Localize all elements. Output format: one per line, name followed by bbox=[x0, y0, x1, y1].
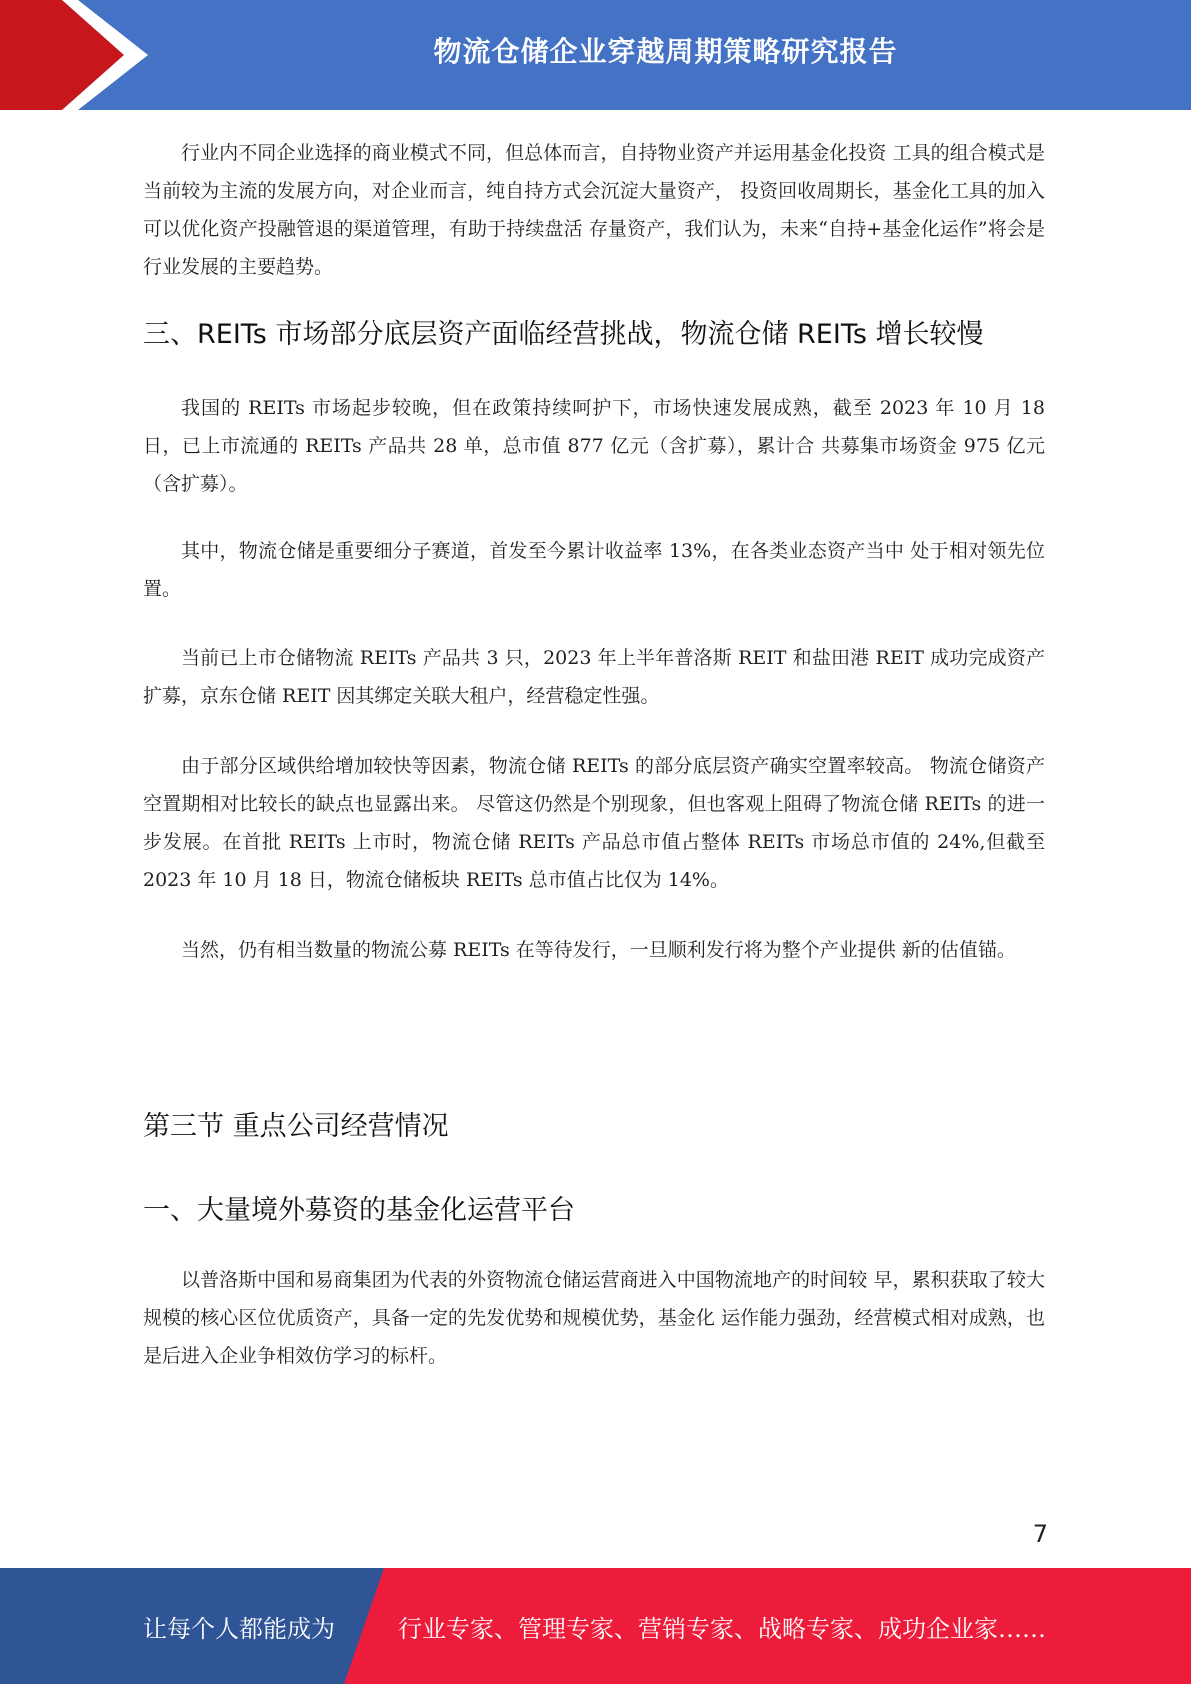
heading-reits: 三、REITs 市场部分底层资产面临经营挑战，物流仓储 REITs 增长较慢 bbox=[143, 319, 984, 350]
report-title: 物流仓储企业穿越周期策略研究报告 bbox=[433, 35, 898, 68]
reits-paragraph-5: 当然，仍有相当数量的物流公募 REITs 在等待发行，一旦顺利发行将为整个产业提供 新的估值锚。 bbox=[181, 939, 1016, 961]
page-number: 7 bbox=[1032, 1520, 1048, 1548]
footer-slogan-right: 行业专家、管理专家、营销专家、战略专家、成功企业家…… bbox=[398, 1614, 1046, 1643]
header-chevron-decoration bbox=[0, 0, 160, 110]
intro-paragraph: 行业内不同企业选择的商业模式不同，但总体而言，自持物业资产并运用基金化投资 工具的组合模式是当前较为主流的发展方向，对企业而言，纯自持方式会沉淀大量资产， 投资回收周期长，基金化工具的加入可以优化资产投融管退的渠道管理，有助于持续盘活 存量资产，我们认为，未来“自持+基金化运作”将会是行业发展的主要趋势。 bbox=[143, 142, 1045, 278]
heading-platform: 一、大量境外募资的基金化运营平台 bbox=[143, 1195, 575, 1226]
footer-slogan-left: 让每个人都能成为 bbox=[143, 1614, 335, 1643]
platform-paragraph: 以普洛斯中国和易商集团为代表的外资物流仓储运营商进入中国物流地产的时间较 早，累积获取了较大规模的核心区位优质资产，具备一定的先发优势和规模优势，基金化 运作能力强劲，经营模式相对成熟，也是后进入企业争相效仿学习的标杆。 bbox=[143, 1269, 1045, 1367]
reits-paragraph-2: 其中，物流仓储是重要细分子赛道，首发至今累计收益率 13%，在各类业态资产当中 处于相对领先位置。 bbox=[143, 540, 1045, 600]
page-footer bbox=[0, 1568, 1191, 1684]
heading-section-3: 第三节 重点公司经营情况 bbox=[143, 1111, 449, 1142]
page-header bbox=[0, 0, 1191, 110]
reits-paragraph-4: 由于部分区域供给增加较快等因素，物流仓储 REITs 的部分底层资产确实空置率较高。 物流仓储资产空置期相对比较长的缺点也显露出来。 尽管这仍然是个别现象，但也客观上阻碍了物流仓储 REITs 的进一步发展。在首批 REITs 上市时，物流仓储 REITs 产品总市值占整体 REITs 市场总市值的 24%,但截至 2023 年 10 月 18 日，物流仓储板块 REITs 总市值占比仅为 14%。 bbox=[143, 755, 1045, 891]
reits-paragraph-3: 当前已上市仓储物流 REITs 产品共 3 只，2023 年上半年普洛斯 REIT 和盐田港 REIT 成功完成资产扩募，京东仓储 REIT 因其绑定关联大租户，经营稳定性强。 bbox=[143, 647, 1045, 707]
header-chevron-red bbox=[0, 0, 124, 110]
reits-paragraph-1: 我国的 REITs 市场起步较晚，但在政策持续呵护下，市场快速发展成熟，截至 2023 年 10 月 18 日，已上市流通的 REITs 产品共 28 单，总市值 877 亿元（含扩募），累计合 共募集市场资金 975 亿元（含扩募）。 bbox=[143, 397, 1045, 495]
